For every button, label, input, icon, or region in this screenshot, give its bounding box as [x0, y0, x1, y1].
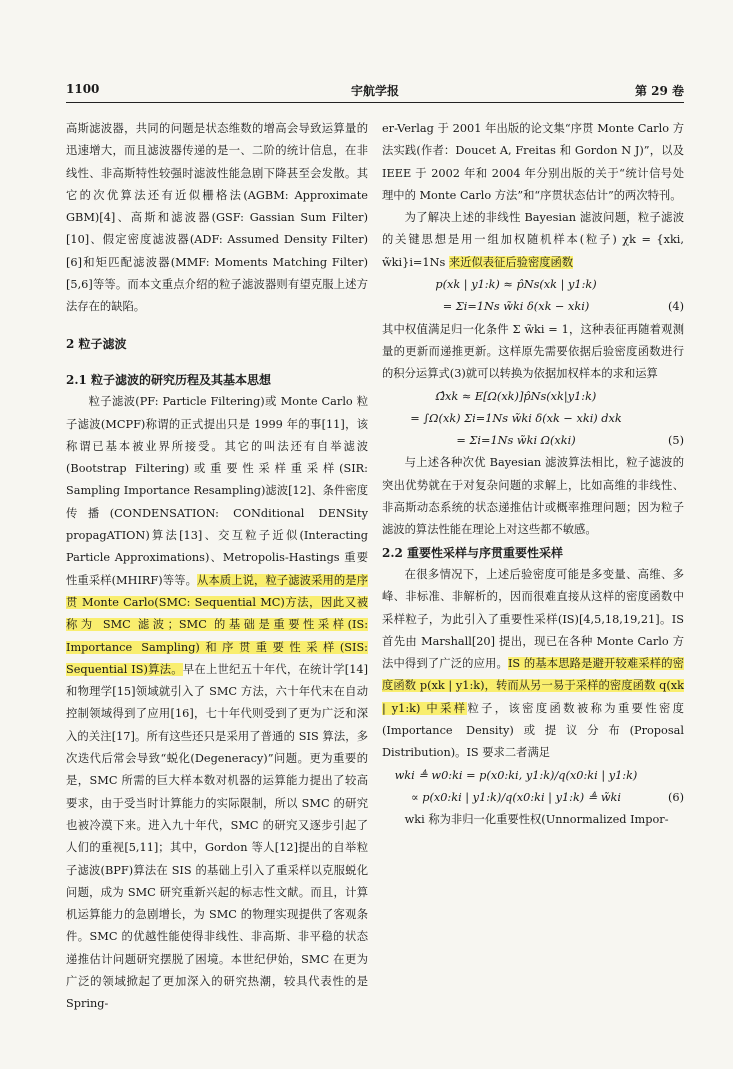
- equation-text: Ω̂xk ≈ E[Ω(xk)]p̂Ns(xk|y1:k): [435, 389, 597, 403]
- paragraph: [382, 564, 684, 765]
- equation-number: (5): [667, 434, 684, 448]
- highlighted-text: IS 的基本思路是避开较难采样的密度函数 p(xk | y1:k)，转而从另一易于采样的密度函数 q(xk | y1:k) 中采样: [382, 657, 684, 715]
- equation-text: p(xk | y1:k) ≈ p̂Ns(xk | y1:k): [435, 278, 597, 292]
- section-heading: 2 粒子滤波: [66, 336, 127, 351]
- equation-5-line-3: [382, 430, 684, 452]
- paragraph: [382, 207, 684, 274]
- text-run: 为了解决上述的非线性 Bayesian 滤波问题，粒子滤波的关键思想是用一组加权随机样本(粒子) χk = {xki, w̃ki}i=1Ns: [382, 211, 684, 269]
- page-number: 1100: [66, 82, 100, 96]
- paragraph: wki 称为非归一化重要性权(Unnormalized Impor-: [404, 813, 669, 827]
- equation-number: (4): [667, 300, 684, 314]
- text-run: 粒子，该密度函数被称为重要性密度(Importance Density)或提议分布(Proposal Distribution)。IS 要求二者满足: [382, 701, 684, 760]
- right-column: [382, 118, 684, 832]
- left-column: [66, 118, 368, 1016]
- highlighted-text: 从本质上说，粒子滤波采用的是序贯 Monte Carlo(SMC: Sequential MC)方法，因此又被称为 SMC 滤波；SMC 的基础是重要性采样(IS: Importance Sampling)和序贯重要性采样(SIS: Sequential IS)算法。: [66, 573, 368, 676]
- text-run: 早在上世纪五十年代，在统计学[14]和物理学[15]领域就引入了 SMC 方法，六十年代末在自动控制领域得到了应用[16]，七十年代则受到了更为广泛和深入的关注[17]。所有这些还只是采用了普通的 SIS 算法，多次迭代后常会导致“蜕化(Degeneracy)”问题。更为重要的是，SMC 所需的巨大样本数对机器的运算能力提出了较高要求，由于受当时计算能力的实际限制，所以 SMC 的研究也被冷漠下来。进入九十年代，SMC 的研究又逐步引起了人们的重视[5,11]；其中，Gordon 等人[12]提出的自举粒子滤波(BPF)算法在 SIS 的基础上引入了重采样以克服蜕化问题，成为 SMC 研究重新兴起的标志性文献。而且，计算机运算能力的急剧增长，为 SMC 的物理实现提供了客观条件。SMC 的优越性能使得非线性、非高斯、非平稳的状态递推估计问题研究摆脱了困境。本世纪伊始，SMC 在更为广泛的领域掀起了更加深入的研究热潮，较具代表性的是 Spring-: [66, 662, 368, 1011]
- paragraph: er-Verlag 于 2001 年出版的论文集“序贯 Monte Carlo 方法实践(作者：Doucet A, Freitas 和 Gordon N J)”，以及 IEEE 于 2002 年和 2004 年分别出版的关于“统计信号处理中的 Monte Carlo 方法”和“序贯状态估计”的两次特刊。: [382, 122, 684, 202]
- volume-label: 第 29 卷: [634, 84, 684, 98]
- paragraph: 高斯滤波器，共同的问题是状态维数的增高会导致运算量的迅速增大，而且滤波器传递的是一、二阶的统计信息，在非线性、非高斯特性较强时滤波性能急剧下降甚至会发散。其它的次优算法还有近似栅格法(AGBM: Approximate GBM)[4]、高斯和滤波器(GSF: Gassian Sum Filter)[10]、假定密度滤波器(ADF: Assumed Density Filter)[6]和矩匹配滤波器(MMF: Moments Matching Filter)[5,6]等等。而本文重点介绍的粒子滤波器则有望克服上述方法存在的缺陷。: [66, 122, 368, 314]
- equation-text: = Σi=1Ns w̃ki Ω(xki): [456, 434, 576, 448]
- equation-text: = ∫Ω(xk) Σi=1Ns w̃ki δ(xk − xki) dxk: [410, 411, 622, 425]
- equation-text: = Σi=1Ns w̃ki δ(xk − xki): [442, 300, 590, 314]
- equation-4-line-2: [382, 296, 684, 318]
- text-run: 在很多情况下，上述后验密度可能是多变量、高维、多峰、非标准、非解析的，因而很难直接从这样的密度函数中采样粒子，为此引入了重要性采样(IS)[4,5,18,19,21]。IS 首先由 Marshall[20] 提出，现已在各种 Monte Carlo 方法中得到了广泛的应用。: [382, 567, 684, 671]
- paragraph: 其中权值满足归一化条件 Σ w̃ki = 1，这种表征再随着观测量的更新而递推更新。这样原先需要依据后验密度函数进行的积分运算式(3)就可以转换为依据加权样本的求和运算: [382, 322, 684, 381]
- equation-6-line-2: [382, 787, 684, 809]
- paragraph: [66, 391, 368, 1015]
- equation-4-line-1: [382, 274, 684, 296]
- highlighted-text: 来近似表征后验密度函数: [448, 255, 574, 269]
- equation-5-line-1: [382, 386, 684, 408]
- equation-6-line-1: [382, 765, 684, 787]
- page-header: [66, 82, 684, 102]
- subsection-heading: 2.2 重要性采样与序贯重要性采样: [382, 545, 564, 560]
- subsection-heading: 2.1 粒子滤波的研究历程及其基本思想: [66, 372, 272, 387]
- equation-text: wki ≜ w0:ki = p(x0:ki, y1:k)/q(x0:ki | y1:k): [394, 768, 638, 782]
- equation-5-line-2: [382, 408, 684, 430]
- equation-number: (6): [667, 790, 684, 804]
- text-run: 粒子滤波(PF: Particle Filtering)或 Monte Carlo 粒子滤波(MCPF)称谓的正式提出只是 1999 年的事[11]，该称谓已基本被业界所接受。其它的叫法还有自举滤波(Bootstrap Filtering)或重要性采样重采样(SIR: Sampling Importance Resampling)滤波[12]、条件密度传播(CONDENSATION: CONditional DENSity propagATION)算法[13]、交互粒子近似(Interacting Particle Approximations)、Metropolis-Hastings 重要性重采样(MHIRF)等等。: [66, 395, 368, 587]
- journal-title: 宇航学报: [350, 84, 399, 98]
- equation-text: ∝ p(x0:ki | y1:k)/q(x0:ki | y1:k) ≜ w̃ki: [411, 790, 621, 804]
- header-rule: [66, 102, 684, 103]
- paragraph: 与上述各种次优 Bayesian 滤波算法相比，粒子滤波的突出优势就在于对复杂问题的求解上，比如高维的非线性、非高斯动态系统的状态递推估计或概率推理问题；因为粒子滤波的算法性能在理论上对这些都不敏感。: [382, 456, 684, 537]
